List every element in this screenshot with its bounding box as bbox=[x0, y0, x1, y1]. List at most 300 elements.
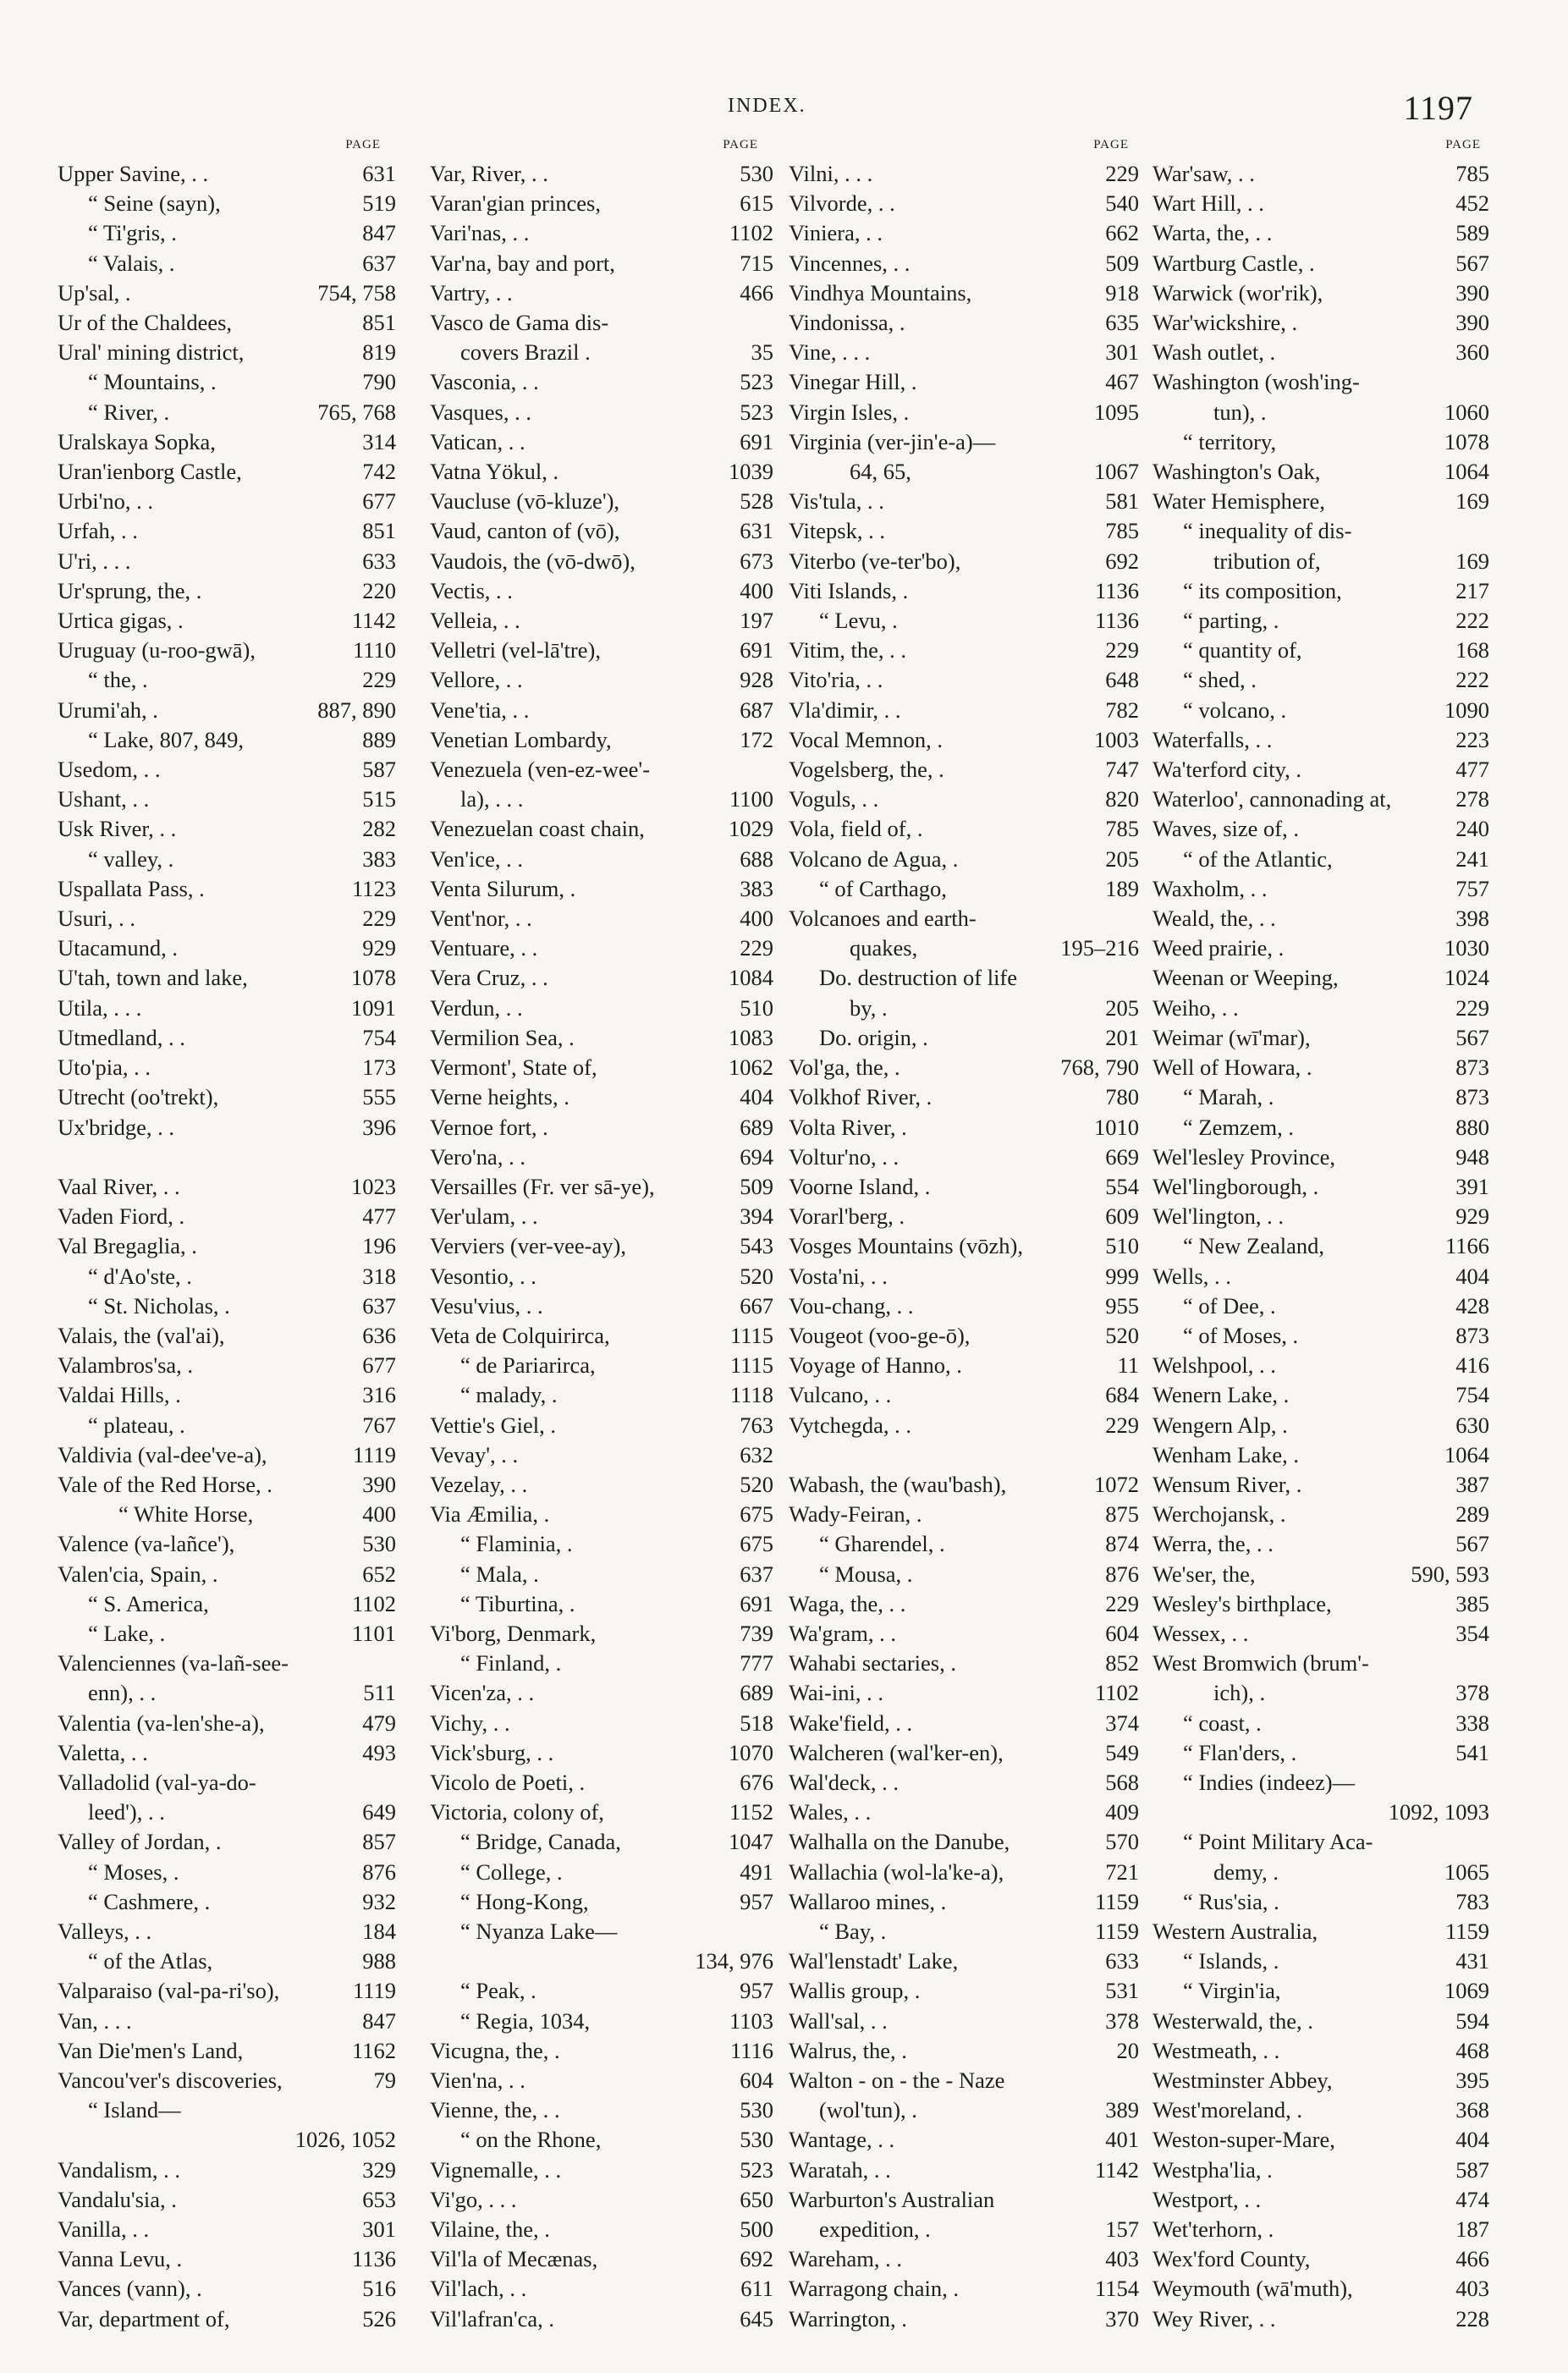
entry-page: 1039 bbox=[729, 459, 773, 485]
index-entry bbox=[1153, 1411, 1496, 1440]
entry-term: Vicugna, the, . bbox=[430, 2037, 560, 2063]
entry-term: Urumi'ah, . bbox=[58, 696, 158, 723]
entry-page: 1047 bbox=[729, 1829, 773, 1855]
index-entry bbox=[789, 1678, 1144, 1708]
index-entry bbox=[789, 1529, 1144, 1559]
entry-term: 64, 65, bbox=[850, 459, 911, 485]
index-entry bbox=[58, 2066, 396, 2095]
index-entry bbox=[1153, 278, 1496, 308]
entry-page: 383 bbox=[740, 875, 773, 901]
entry-term: Washington's Oak, bbox=[1153, 459, 1321, 485]
index-entry bbox=[430, 1858, 773, 1887]
entry-term: Vindonissa, . bbox=[789, 310, 905, 336]
entry-term: Wart Hill, . . bbox=[1153, 190, 1264, 217]
entry-term: Vandalu'sia, . bbox=[58, 2186, 177, 2212]
entry-page bbox=[1484, 1827, 1496, 1857]
index-entry bbox=[58, 308, 396, 338]
index-entry bbox=[789, 1291, 1144, 1321]
entry-term: Ventuare, . . bbox=[430, 935, 538, 961]
index-entry bbox=[58, 2156, 396, 2185]
entry-term: Wallaroo mines, . bbox=[789, 1888, 947, 1914]
entry-page: 479 bbox=[362, 1710, 396, 1736]
entry-term: Usedom, . . bbox=[58, 757, 161, 783]
index-entry bbox=[1153, 933, 1496, 963]
entry-term: West Bromwich (brum'- bbox=[1153, 1650, 1369, 1677]
entry-page: 768, 790 bbox=[1060, 1054, 1139, 1081]
entry-page: 229 bbox=[1105, 1590, 1139, 1616]
entry-term: Vine, . . . bbox=[789, 339, 871, 366]
index-entry bbox=[1153, 2274, 1496, 2304]
index-entry bbox=[1153, 2156, 1496, 2185]
index-entry bbox=[1153, 696, 1496, 725]
entry-term: Valparaiso (val-pa-ri'so), bbox=[58, 1978, 280, 2004]
entry-term: “ Mountains, . bbox=[88, 369, 217, 395]
index-entry bbox=[789, 2095, 1144, 2125]
index-entry bbox=[430, 1440, 773, 1470]
entry-term: Wey River, . . bbox=[1153, 2305, 1276, 2332]
entry-page: 229 bbox=[1455, 994, 1489, 1021]
entry-page: 631 bbox=[740, 518, 773, 544]
entry-page: 785 bbox=[1105, 518, 1139, 544]
index-entry bbox=[1153, 1946, 1496, 1976]
index-entry bbox=[789, 606, 1144, 636]
entry-page: 609 bbox=[1105, 1203, 1139, 1230]
entry-term: Uto'pia, . . bbox=[58, 1054, 151, 1081]
entry-page: 757 bbox=[1455, 875, 1489, 901]
index-entry bbox=[430, 1887, 773, 1917]
index-entry bbox=[430, 1082, 773, 1112]
index-entry bbox=[58, 1619, 396, 1649]
entry-page: 173 bbox=[362, 1054, 396, 1081]
entry-term: Uspallata Pass, . bbox=[58, 875, 205, 901]
entry-term: Valetta, . . bbox=[58, 1739, 148, 1765]
section-gap bbox=[58, 1142, 396, 1172]
entry-term: Vero'na, . . bbox=[430, 1143, 525, 1170]
entry-page: 999 bbox=[1105, 1263, 1139, 1289]
entry-page: 765, 768 bbox=[317, 399, 396, 425]
entry-term: Up'sal, . bbox=[58, 279, 131, 306]
entry-term: Volcanoes and earth- bbox=[789, 906, 977, 932]
entry-page: 1091 bbox=[351, 994, 396, 1021]
entry-page: 390 bbox=[1455, 310, 1489, 336]
entry-page: 466 bbox=[740, 279, 773, 306]
entry-term: Voyage of Hanno, . bbox=[789, 1352, 962, 1379]
entry-page: 520 bbox=[740, 1263, 773, 1289]
index-column-4 bbox=[1153, 138, 1496, 2334]
entry-page: 223 bbox=[1455, 726, 1489, 752]
entry-term: Van Die'men's Land, bbox=[58, 2037, 244, 2063]
entry-term: Usuri, . . bbox=[58, 906, 136, 932]
index-entry bbox=[789, 755, 1144, 785]
index-entry bbox=[789, 2185, 1144, 2215]
index-entry bbox=[430, 2095, 773, 2125]
entry-term: Verne heights, . bbox=[430, 1084, 569, 1110]
entry-term: “ Islands, . bbox=[1183, 1948, 1279, 1974]
entry-term: Wel'lingborough, . bbox=[1153, 1173, 1319, 1199]
index-entry bbox=[789, 189, 1144, 218]
entry-page: 876 bbox=[362, 1858, 396, 1885]
entry-term: Vogelsberg, the, . bbox=[789, 757, 944, 783]
entry-term: “ Indies (indeez)— bbox=[1183, 1769, 1356, 1795]
entry-page: 378 bbox=[1105, 2007, 1139, 2034]
entry-term: “ New Zealand, bbox=[1183, 1233, 1325, 1259]
index-entry bbox=[789, 933, 1144, 963]
entry-page: 222 bbox=[1455, 667, 1489, 693]
entry-term: Waves, size of, . bbox=[1153, 816, 1300, 842]
entry-term: Virginia (ver-jin'e-a)— bbox=[789, 428, 996, 454]
entry-page: 452 bbox=[1455, 190, 1489, 217]
entry-term: Vaudois, the (vō-dwō), bbox=[430, 548, 635, 574]
entry-term: Vartry, . . bbox=[430, 279, 513, 306]
index-entry bbox=[1153, 308, 1496, 338]
entry-page: 518 bbox=[740, 1710, 773, 1736]
entry-term: Venezuelan coast chain, bbox=[430, 816, 645, 842]
index-entry bbox=[789, 249, 1144, 278]
index-entry bbox=[430, 249, 773, 278]
entry-page: 763 bbox=[740, 1412, 773, 1438]
entry-page: 653 bbox=[362, 2186, 396, 2212]
index-entry bbox=[1153, 1053, 1496, 1082]
index-entry bbox=[58, 487, 396, 516]
entry-page: 692 bbox=[1105, 548, 1139, 574]
index-entry bbox=[1153, 1917, 1496, 1946]
entry-page: 195–216 bbox=[1060, 935, 1139, 961]
index-entry bbox=[430, 725, 773, 755]
entry-term: tun), . bbox=[1213, 399, 1267, 425]
entry-term: Vancou'ver's discoveries, bbox=[58, 2067, 283, 2093]
entry-page: 1078 bbox=[1444, 428, 1489, 454]
entry-term: Vindhya Mountains, bbox=[789, 279, 972, 306]
index-entry bbox=[58, 2244, 396, 2274]
index-entry bbox=[789, 1946, 1144, 1976]
index-entry bbox=[430, 1529, 773, 1559]
entry-term: “ of the Atlantic, bbox=[1183, 845, 1333, 872]
index-entry bbox=[430, 1500, 773, 1529]
index-entry bbox=[430, 1411, 773, 1440]
entry-page: 594 bbox=[1455, 2007, 1489, 2034]
entry-page: 541 bbox=[1455, 1739, 1489, 1765]
entry-page: 531 bbox=[1105, 1978, 1139, 2004]
entry-page: 873 bbox=[1455, 1322, 1489, 1348]
index-entry bbox=[1153, 636, 1496, 665]
index-entry bbox=[1153, 1500, 1496, 1529]
index-entry bbox=[1153, 1529, 1496, 1559]
entry-page: 229 bbox=[1105, 637, 1139, 663]
entry-page: 520 bbox=[1105, 1322, 1139, 1348]
entry-term: Vou-chang, . . bbox=[789, 1292, 914, 1319]
entry-page: 338 bbox=[1455, 1710, 1489, 1736]
entry-term: Wake'field, . . bbox=[789, 1710, 913, 1736]
index-entry bbox=[789, 457, 1144, 487]
entry-term: Water Hemisphere, bbox=[1153, 488, 1325, 515]
entry-term: Viti Islands, . bbox=[789, 577, 909, 603]
entry-page: 1159 bbox=[1094, 1918, 1139, 1944]
index-entry bbox=[1153, 1321, 1496, 1351]
entry-page: 589 bbox=[1455, 220, 1489, 246]
entry-term: Vignemalle, . . bbox=[430, 2156, 562, 2183]
entry-term: “ Nyanza Lake— bbox=[460, 1918, 618, 1944]
index-entry bbox=[789, 547, 1144, 576]
entry-term: “ of the Atlas, bbox=[88, 1948, 213, 1974]
index-entry bbox=[58, 1976, 396, 2006]
page-number: 1197 bbox=[1403, 89, 1473, 127]
entry-page: 516 bbox=[362, 2276, 396, 2302]
entry-term: Vytchegda, . . bbox=[789, 1412, 911, 1438]
entry-page: 477 bbox=[1455, 757, 1489, 783]
entry-term: Wa'terford city, . bbox=[1153, 757, 1302, 783]
entry-term: Upper Savine, . . bbox=[58, 161, 209, 186]
index-entry bbox=[789, 1917, 1144, 1946]
entry-page: 662 bbox=[1105, 220, 1139, 246]
index-entry bbox=[58, 2274, 396, 2304]
index-entry bbox=[430, 1053, 773, 1082]
entry-term: Wenern Lake, . bbox=[1153, 1382, 1290, 1408]
index-entry bbox=[1153, 2185, 1496, 2215]
entry-page: 880 bbox=[1455, 1114, 1489, 1140]
entry-page: 229 bbox=[1105, 161, 1139, 186]
index-entry bbox=[58, 2036, 396, 2066]
entry-term: “ White Horse, bbox=[118, 1501, 254, 1528]
entry-term: “ malady, . bbox=[460, 1382, 558, 1408]
entry-page: 354 bbox=[1455, 1620, 1489, 1646]
entry-page: 282 bbox=[362, 816, 396, 842]
entry-term: Var'na, bay and port, bbox=[430, 250, 615, 276]
index-entry bbox=[58, 636, 396, 665]
running-title: INDEX. bbox=[728, 95, 806, 117]
index-entry bbox=[1153, 1827, 1496, 1857]
entry-term: Vilaine, the, . bbox=[430, 2216, 550, 2243]
index-entry bbox=[58, 1768, 396, 1798]
entry-term: Vanilla, . . bbox=[58, 2216, 150, 2242]
index-entry bbox=[789, 1709, 1144, 1738]
entry-page: 957 bbox=[740, 1978, 773, 2004]
index-entry bbox=[1153, 1113, 1496, 1142]
entry-term: “ Virgin'ia, bbox=[1183, 1978, 1281, 2004]
index-entry bbox=[430, 2185, 773, 2215]
entry-term: Wesley's birthplace, bbox=[1153, 1590, 1332, 1616]
entry-page: 428 bbox=[1455, 1292, 1489, 1319]
entry-page: 637 bbox=[362, 250, 396, 276]
index-entry bbox=[430, 2244, 773, 2274]
entry-term: Var, department of, bbox=[58, 2305, 230, 2332]
entry-page: 633 bbox=[1105, 1948, 1139, 1974]
entry-page: 1026, 1052 bbox=[294, 2127, 396, 2153]
index-entry bbox=[430, 814, 773, 844]
index-entry bbox=[430, 1619, 773, 1649]
page-column-heading: PAGE bbox=[1093, 138, 1129, 151]
entry-term: “ coast, . bbox=[1183, 1710, 1262, 1736]
entry-term: Vinegar Hill, . bbox=[789, 369, 917, 395]
entry-page: 1118 bbox=[729, 1382, 773, 1408]
index-entry bbox=[1153, 2244, 1496, 2274]
index-entry bbox=[789, 1560, 1144, 1589]
entry-term: Wel'lington, . . bbox=[1153, 1203, 1285, 1230]
entry-page: 929 bbox=[362, 935, 396, 961]
entry-page: 742 bbox=[362, 459, 396, 485]
entry-page: 289 bbox=[1455, 1501, 1489, 1528]
entry-term: Vil'lafran'ca, . bbox=[430, 2305, 555, 2332]
index-entry bbox=[430, 367, 773, 397]
index-entry bbox=[58, 696, 396, 725]
entry-term: Vermilion Sea, . bbox=[430, 1024, 575, 1050]
entry-term: Vichy, . . bbox=[430, 1710, 510, 1736]
entry-page: 169 bbox=[1455, 548, 1489, 574]
entry-page: 873 bbox=[1455, 1084, 1489, 1110]
index-entry bbox=[58, 2007, 396, 2036]
entry-page: 530 bbox=[740, 2127, 773, 2153]
entry-page: 378 bbox=[1455, 1680, 1489, 1706]
entry-term: Vougeot (voo-ge-ō), bbox=[789, 1322, 971, 1348]
index-entry bbox=[789, 1380, 1144, 1410]
entry-page: 509 bbox=[1105, 250, 1139, 276]
index-column-2 bbox=[430, 138, 773, 2334]
index-entry bbox=[58, 1529, 396, 1559]
index-entry bbox=[58, 1946, 396, 1976]
entry-term: Valenciennes (va-lañ-see- bbox=[58, 1650, 289, 1677]
entry-page: 400 bbox=[740, 577, 773, 603]
entry-page: 691 bbox=[740, 428, 773, 454]
index-entry bbox=[430, 1351, 773, 1380]
entry-term: Vaal River, . . bbox=[58, 1173, 180, 1199]
entry-term: Vezelay, . . bbox=[430, 1471, 528, 1497]
entry-term: Vesu'vius, . . bbox=[430, 1292, 543, 1319]
entry-page: 528 bbox=[740, 488, 773, 515]
entry-page: 318 bbox=[362, 1263, 396, 1289]
entry-page: 1142 bbox=[351, 608, 396, 634]
entry-term: Var, River, . . bbox=[430, 161, 548, 186]
entry-page: 852 bbox=[1105, 1650, 1139, 1677]
index-entry bbox=[430, 1798, 773, 1827]
page-column-heading: PAGE bbox=[1445, 138, 1481, 151]
entry-term: Vernoe fort, . bbox=[430, 1114, 548, 1140]
index-entry bbox=[789, 1351, 1144, 1380]
entry-term: Ural' mining district, bbox=[58, 339, 245, 366]
entry-term: “ its composition, bbox=[1183, 577, 1342, 603]
entry-page: 1110 bbox=[352, 637, 396, 663]
index-entry bbox=[58, 189, 396, 218]
index-entry bbox=[58, 1440, 396, 1470]
entry-term: Valence (va-lañce'), bbox=[58, 1531, 235, 1557]
index-entry bbox=[789, 278, 1144, 308]
entry-term: Vi'borg, Denmark, bbox=[430, 1620, 597, 1646]
entry-term: Westerwald, the, . bbox=[1153, 2007, 1313, 2034]
entry-term: Warta, the, . . bbox=[1153, 220, 1273, 246]
index-entry bbox=[789, 1172, 1144, 1202]
entry-page: 1003 bbox=[1094, 726, 1139, 752]
entry-page: 570 bbox=[1105, 1829, 1139, 1855]
entry-term: Washington (wosh'ing- bbox=[1153, 369, 1360, 395]
entry-page: 240 bbox=[1455, 816, 1489, 842]
entry-term: Victoria, colony of, bbox=[430, 1799, 604, 1825]
entry-page: 329 bbox=[362, 2156, 396, 2183]
index-entry bbox=[1153, 159, 1496, 189]
entry-term: Well of Howara, . bbox=[1153, 1054, 1312, 1081]
entry-term: Ver'ulam, . . bbox=[430, 1203, 538, 1230]
entry-page: 851 bbox=[362, 518, 396, 544]
entry-page: 777 bbox=[740, 1650, 773, 1677]
index-entry bbox=[1153, 904, 1496, 933]
entry-term: Werra, the, . . bbox=[1153, 1531, 1274, 1557]
entry-page: 1159 bbox=[1094, 1888, 1139, 1914]
entry-page: 172 bbox=[740, 726, 773, 752]
entry-term: Waratah, . . bbox=[789, 2156, 891, 2183]
entry-page: 955 bbox=[1105, 1292, 1139, 1319]
running-head bbox=[0, 89, 1568, 129]
entry-page: 201 bbox=[1105, 1024, 1139, 1050]
entry-term: “ College, . bbox=[460, 1858, 563, 1885]
entry-page: 611 bbox=[740, 2276, 773, 2302]
index-entry bbox=[58, 606, 396, 636]
entry-page: 228 bbox=[1455, 2305, 1489, 2332]
index-entry bbox=[58, 2304, 396, 2334]
entry-page: 1154 bbox=[1094, 2276, 1139, 2302]
entry-page: 687 bbox=[740, 696, 773, 723]
entry-page: 688 bbox=[740, 845, 773, 872]
entry-page: 1024 bbox=[1444, 965, 1489, 991]
entry-term: “ quantity of, bbox=[1183, 637, 1302, 663]
entry-term: Wantage, . . bbox=[789, 2127, 895, 2153]
entry-page: 401 bbox=[1105, 2127, 1139, 2153]
index-entry bbox=[430, 665, 773, 695]
entry-page: 785 bbox=[1105, 816, 1139, 842]
index-entry bbox=[1153, 1470, 1496, 1500]
entry-term: Vari'nas, . . bbox=[430, 220, 530, 246]
entry-page: 676 bbox=[740, 1769, 773, 1795]
entry-page: 785 bbox=[1455, 161, 1489, 186]
entry-page: 667 bbox=[740, 1292, 773, 1319]
index-entry bbox=[789, 963, 1144, 993]
index-entry bbox=[430, 2304, 773, 2334]
index-entry bbox=[1153, 547, 1496, 576]
entry-page: 187 bbox=[1455, 2216, 1489, 2243]
index-entry bbox=[789, 2036, 1144, 2066]
entry-term: “ inequality of dis- bbox=[1183, 518, 1352, 544]
index-entry bbox=[789, 1082, 1144, 1112]
entry-page: 581 bbox=[1105, 488, 1139, 515]
entry-term: Wallachia (wol-la'ke-a), bbox=[789, 1858, 1004, 1885]
entry-page: 1103 bbox=[729, 2007, 773, 2034]
index-entry bbox=[58, 1560, 396, 1589]
entry-term: Walhalla on the Danube, bbox=[789, 1829, 1010, 1855]
index-entry bbox=[58, 904, 396, 933]
index-entry bbox=[430, 845, 773, 874]
entry-page: 314 bbox=[362, 428, 396, 454]
entry-page: 197 bbox=[740, 608, 773, 634]
entry-page: 387 bbox=[1455, 1471, 1489, 1497]
entry-term: Utrecht (oo'trekt), bbox=[58, 1084, 219, 1110]
entry-term: Warrington, . bbox=[789, 2305, 907, 2332]
entry-page: 635 bbox=[1105, 310, 1139, 336]
entry-page: 1136 bbox=[1094, 577, 1139, 603]
index-entry bbox=[58, 547, 396, 576]
entry-term: Vasques, . . bbox=[430, 399, 531, 425]
entry-term: Vasco de Gama dis- bbox=[430, 310, 609, 336]
entry-term: “ parting, . bbox=[1183, 608, 1279, 634]
entry-term: Vorarl'berg, . bbox=[789, 1203, 905, 1230]
entry-page: 637 bbox=[740, 1561, 773, 1587]
entry-term: “ Valais, . bbox=[88, 250, 175, 276]
entry-page: 169 bbox=[1455, 488, 1489, 515]
entry-term: Vis'tula, . . bbox=[789, 488, 884, 515]
index-entry bbox=[1153, 1440, 1496, 1470]
index-entry bbox=[58, 516, 396, 546]
entry-page: 523 bbox=[740, 369, 773, 395]
entry-page: 404 bbox=[1455, 2127, 1489, 2153]
entry-page: 301 bbox=[1105, 339, 1139, 366]
entry-page: 673 bbox=[740, 548, 773, 574]
index-entry bbox=[430, 1560, 773, 1589]
entry-term: Viterbo (ve-ter'bo), bbox=[789, 548, 961, 574]
